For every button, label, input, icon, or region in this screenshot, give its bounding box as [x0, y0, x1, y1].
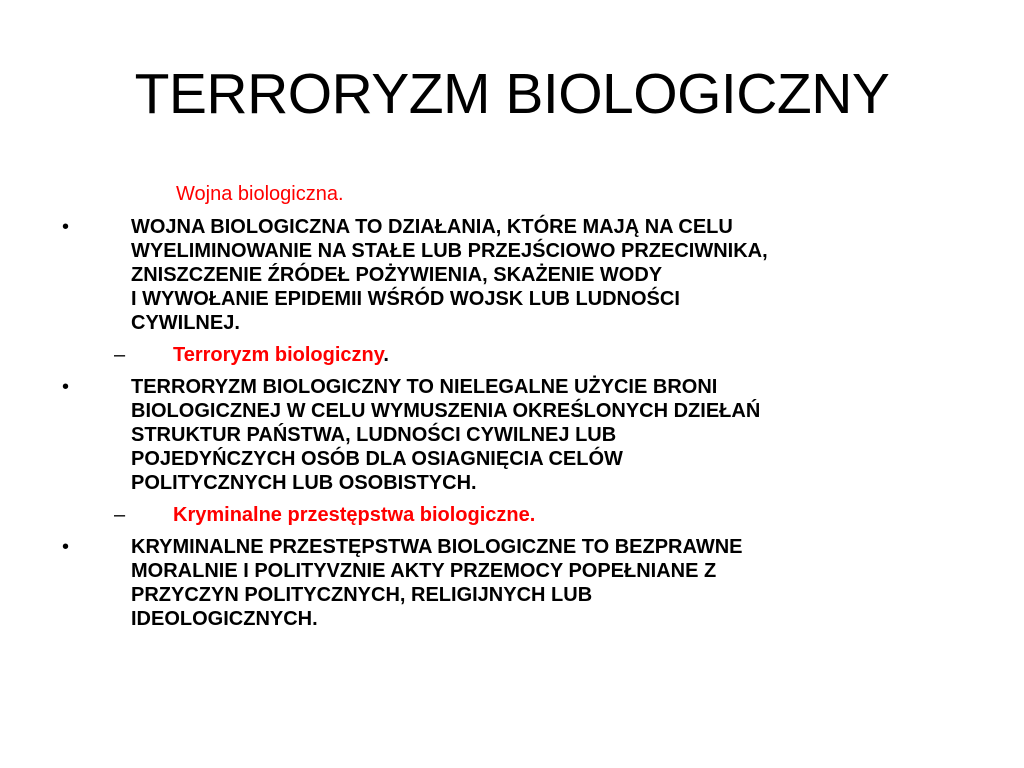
text-line: CYWILNEJ.	[131, 312, 240, 334]
text-line: BIOLOGICZNEJ W CELU WYMUSZENIA OKREŚLONYCH DZIEŁAŃ	[131, 400, 761, 422]
text-line: PRZYCZYN POLITYCZNYCH, RELIGIJNYCH LUB	[131, 584, 593, 606]
slide-title: TERRORYZM BIOLOGICZNY	[134, 62, 890, 126]
bullet-text	[131, 215, 951, 335]
text-line: KRYMINALNE PRZESTĘPSTWA BIOLOGICZNE TO BEZPRAWNE	[131, 536, 743, 558]
bullet-text	[131, 375, 951, 495]
heading-text: Kryminalne przestępstwa biologiczne.	[173, 504, 536, 526]
section-heading-biological-warfare: Wojna biologiczna.	[176, 183, 344, 205]
text-line: STRUKTUR PAŃSTWA, LUDNOŚCI CYWILNEJ LUB	[131, 424, 617, 446]
text-line: WOJNA BIOLOGICZNA TO DZIAŁANIA, KTÓRE MAJĄ NA CELU	[131, 216, 733, 238]
text-line: WYELIMINOWANIE NA STAŁE LUB PRZEJŚCIOWO PRZECIWNIKA,	[131, 240, 768, 262]
dash-marker: –	[114, 344, 126, 366]
bullet-marker: •	[62, 216, 70, 238]
text-line: ZNISZCZENIE ŹRÓDEŁ POŻYWIENIA, SKAŻENIE WODY	[131, 264, 663, 286]
bullet-marker: •	[62, 536, 70, 558]
heading-text	[173, 343, 389, 367]
text-line: POJEDYŃCZYCH OSÓB DLA OSIAGNIĘCIA CELÓW	[131, 448, 623, 470]
text-line: POLITYCZNYCH LUB OSOBISTYCH.	[131, 472, 477, 494]
text-line: IDEOLOGICZNYCH.	[131, 608, 318, 630]
heading-suffix: .	[383, 344, 389, 366]
text-line: MORALNIE I POLITYVZNIE AKTY PRZEMOCY POPEŁNIANE Z	[131, 560, 717, 582]
dash-marker: –	[114, 504, 126, 526]
text-line: TERRORYZM BIOLOGICZNY TO NIELEGALNE UŻYCIE BRONI	[131, 376, 718, 398]
bullet-marker: •	[62, 376, 70, 398]
heading-label: Terroryzm biologiczny	[173, 344, 384, 366]
text-line: I WYWOŁANIE EPIDEMII WŚRÓD WOJSK LUB LUDNOŚCI	[131, 288, 680, 310]
bullet-text	[131, 535, 951, 631]
